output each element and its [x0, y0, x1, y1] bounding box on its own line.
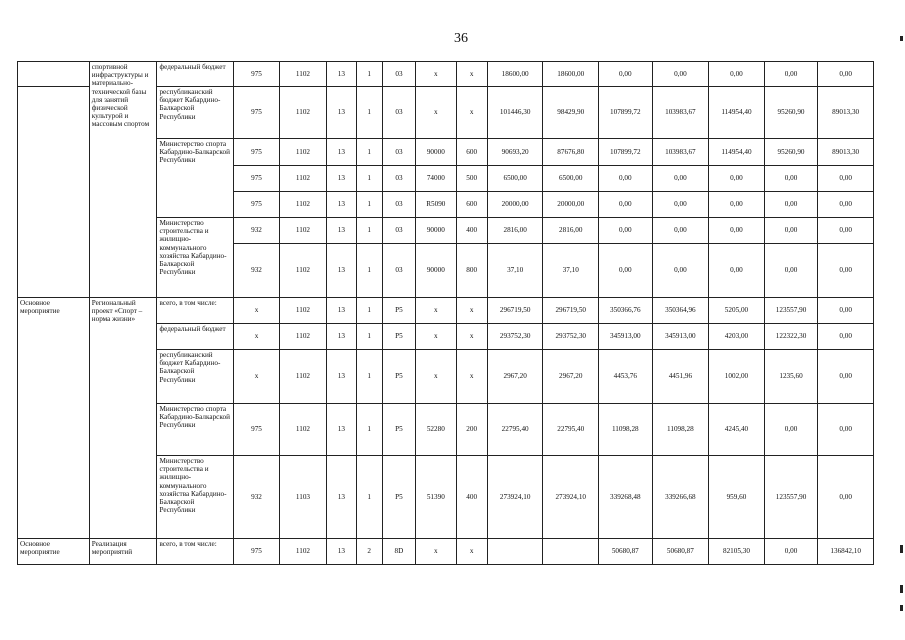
- cell-amount: 98429,90: [543, 87, 599, 139]
- cell-amount: 95260,90: [764, 139, 818, 166]
- cell-pgp: 1: [356, 244, 382, 298]
- cell-pgp: 1: [356, 324, 382, 350]
- cell-amount: 4245,40: [709, 404, 765, 456]
- cell-amount: 350366,76: [599, 298, 653, 324]
- cell-pgp: 1: [356, 350, 382, 404]
- cell-amount: 293752,30: [487, 324, 543, 350]
- cell-csr: х: [416, 62, 456, 87]
- cell-pgp: 1: [356, 456, 382, 539]
- cell-csr: х: [416, 324, 456, 350]
- cell-csr: 90000: [416, 218, 456, 244]
- cell-amount: 0,00: [599, 166, 653, 192]
- cell-amount: 0,00: [818, 456, 874, 539]
- cell-csr: х: [416, 298, 456, 324]
- cell-pgp: 1: [356, 166, 382, 192]
- cell-amount: 22795,40: [487, 404, 543, 456]
- cell-grbs: 932: [234, 244, 279, 298]
- cell-amount: 1235,60: [764, 350, 818, 404]
- table-row: [18, 298, 874, 324]
- cell-grbs: 975: [234, 404, 279, 456]
- cell-vr: 400: [456, 218, 487, 244]
- cell-amount: 4453,76: [599, 350, 653, 404]
- cell-amount: 959,60: [709, 456, 765, 539]
- cell-amount: 107899,72: [599, 139, 653, 166]
- scan-edge-mark: [900, 36, 903, 41]
- cell-amount: 0,00: [764, 218, 818, 244]
- cell-source: республиканский бюджет Кабардино-Балкарской Республики: [157, 350, 234, 404]
- cell-vr: 800: [456, 244, 487, 298]
- cell-amount: 90693,20: [487, 139, 543, 166]
- cell-om: P5: [382, 404, 415, 456]
- cell-pgp: 1: [356, 404, 382, 456]
- cell-vr: 600: [456, 139, 487, 166]
- cell-pgp: 1: [356, 139, 382, 166]
- cell-amount: 22795,40: [543, 404, 599, 456]
- cell-rzpr: 1103: [279, 456, 326, 539]
- cell-amount: 0,00: [599, 244, 653, 298]
- cell-amount: 0,00: [599, 62, 653, 87]
- cell-amount: 89013,30: [818, 139, 874, 166]
- cell-amount: 345913,00: [652, 324, 709, 350]
- cell-grbs: 975: [234, 87, 279, 139]
- cell-amount: 50680,87: [652, 539, 709, 565]
- cell-amount: 0,00: [818, 218, 874, 244]
- cell-rzpr: 1102: [279, 404, 326, 456]
- cell-gp: 13: [327, 324, 356, 350]
- cell-gp: 13: [327, 298, 356, 324]
- cell-amount: 0,00: [599, 218, 653, 244]
- cell-amount: 0,00: [709, 218, 765, 244]
- cell-pgp: 1: [356, 218, 382, 244]
- table-row: [18, 62, 874, 87]
- cell-csr: 52280: [416, 404, 456, 456]
- cell-csr: 90000: [416, 139, 456, 166]
- cell-amount: 1002,00: [709, 350, 765, 404]
- cell-rzpr: 1102: [279, 87, 326, 139]
- cell-amount: 296719,50: [543, 298, 599, 324]
- cell-amount: 114954,40: [709, 87, 765, 139]
- table-row: [18, 539, 874, 565]
- cell-csr: 74000: [416, 166, 456, 192]
- cell-amount: 0,00: [652, 218, 709, 244]
- cell-grbs: 975: [234, 192, 279, 218]
- cell-source: Министерство спорта Кабардино-Балкарской Республики: [157, 404, 234, 456]
- cell-om: 03: [382, 192, 415, 218]
- cell-pgp: 2: [356, 539, 382, 565]
- cell-gp: 13: [327, 192, 356, 218]
- cell-amount: 20000,00: [543, 192, 599, 218]
- cell-amount: 18600,00: [487, 62, 543, 87]
- cell-amount: 11098,28: [652, 404, 709, 456]
- cell-vr: х: [456, 350, 487, 404]
- cell-amount: 6500,00: [543, 166, 599, 192]
- cell-csr: 90000: [416, 244, 456, 298]
- cell-vr: 600: [456, 192, 487, 218]
- cell-source: Министерство спорта Кабардино-Балкарской Республики: [157, 139, 234, 218]
- cell-amount: 2967,20: [487, 350, 543, 404]
- cell-amount: 50680,87: [599, 539, 653, 565]
- cell-amount: 0,00: [764, 62, 818, 87]
- cell-program-name: спортивной инфраструктуры и материально-технической базы для занятий физической культурой и массовым спортом: [89, 62, 157, 298]
- cell-amount: 0,00: [818, 350, 874, 404]
- cell-amount: [543, 539, 599, 565]
- cell-amount: 0,00: [818, 166, 874, 192]
- cell-amount: 0,00: [818, 324, 874, 350]
- cell-amount: 18600,00: [543, 62, 599, 87]
- cell-amount: 0,00: [709, 244, 765, 298]
- cell-source: Министерство строительства и жилищно-коммунального хозяйства Кабардино-Балкарской Республики: [157, 218, 234, 298]
- cell-amount: 0,00: [709, 166, 765, 192]
- cell-gp: 13: [327, 166, 356, 192]
- cell-gp: 13: [327, 404, 356, 456]
- cell-amount: 0,00: [709, 62, 765, 87]
- cell-amount: 273924,10: [543, 456, 599, 539]
- cell-amount: 95260,90: [764, 87, 818, 139]
- cell-om: 03: [382, 62, 415, 87]
- cell-csr: х: [416, 350, 456, 404]
- cell-amount: 20000,00: [487, 192, 543, 218]
- cell-rzpr: 1102: [279, 244, 326, 298]
- cell-amount: 350364,96: [652, 298, 709, 324]
- cell-grbs: 975: [234, 539, 279, 565]
- cell-om: 8D: [382, 539, 415, 565]
- cell-grbs: х: [234, 350, 279, 404]
- cell-amount: 101446,30: [487, 87, 543, 139]
- cell-rzpr: 1102: [279, 218, 326, 244]
- cell-pgp: 1: [356, 298, 382, 324]
- cell-status: Основное мероприятие: [18, 539, 90, 565]
- cell-vr: 400: [456, 456, 487, 539]
- cell-program-name: Реализация мероприятий: [89, 539, 157, 565]
- cell-amount: 0,00: [709, 192, 765, 218]
- cell-grbs: 975: [234, 139, 279, 166]
- cell-csr: х: [416, 87, 456, 139]
- cell-amount: 6500,00: [487, 166, 543, 192]
- cell-amount: 114954,40: [709, 139, 765, 166]
- cell-amount: 273924,10: [487, 456, 543, 539]
- cell-amount: 293752,30: [543, 324, 599, 350]
- cell-gp: 13: [327, 218, 356, 244]
- cell-vr: 500: [456, 166, 487, 192]
- cell-program-name: Региональный проект «Спорт – норма жизни»: [89, 298, 157, 539]
- cell-rzpr: 1102: [279, 298, 326, 324]
- cell-gp: 13: [327, 139, 356, 166]
- cell-gp: 13: [327, 539, 356, 565]
- cell-source: Министерство строительства и жилищно-коммунального хозяйства Кабардино-Балкарской Республики: [157, 456, 234, 539]
- cell-grbs: х: [234, 324, 279, 350]
- cell-amount: 0,00: [764, 244, 818, 298]
- cell-amount: 4203,00: [709, 324, 765, 350]
- cell-vr: х: [456, 324, 487, 350]
- cell-source: федеральный бюджет: [157, 324, 234, 350]
- cell-amount: 0,00: [652, 244, 709, 298]
- cell-grbs: 932: [234, 456, 279, 539]
- cell-vr: х: [456, 298, 487, 324]
- cell-amount: 136842,10: [818, 539, 874, 565]
- cell-om: P5: [382, 298, 415, 324]
- cell-pgp: 1: [356, 62, 382, 87]
- cell-gp: 13: [327, 350, 356, 404]
- cell-amount: 0,00: [764, 192, 818, 218]
- cell-amount: 345913,00: [599, 324, 653, 350]
- cell-amount: 296719,50: [487, 298, 543, 324]
- cell-amount: 82105,30: [709, 539, 765, 565]
- cell-source: республиканский бюджет Кабардино-Балкарской Республики: [157, 87, 234, 139]
- cell-amount: 37,10: [487, 244, 543, 298]
- cell-amount: 103983,67: [652, 139, 709, 166]
- cell-amount: 0,00: [818, 244, 874, 298]
- cell-status: Основное мероприятие: [18, 298, 90, 539]
- cell-amount: 103983,67: [652, 87, 709, 139]
- cell-amount: 0,00: [764, 166, 818, 192]
- budget-table: [17, 61, 874, 565]
- cell-amount: 0,00: [818, 192, 874, 218]
- cell-amount: 89013,30: [818, 87, 874, 139]
- cell-source: всего, в том числе:: [157, 298, 234, 324]
- cell-source: всего, в том числе:: [157, 539, 234, 565]
- cell-amount: 37,10: [543, 244, 599, 298]
- cell-csr: х: [416, 539, 456, 565]
- cell-amount: 122322,30: [764, 324, 818, 350]
- cell-rzpr: 1102: [279, 166, 326, 192]
- cell-vr: х: [456, 62, 487, 87]
- cell-source: федеральный бюджет: [157, 62, 234, 87]
- cell-grbs: 975: [234, 166, 279, 192]
- cell-om: 03: [382, 244, 415, 298]
- scan-edge-mark: [900, 585, 903, 593]
- cell-rzpr: 1102: [279, 539, 326, 565]
- cell-om: P5: [382, 324, 415, 350]
- cell-status: [18, 62, 90, 87]
- cell-gp: 13: [327, 62, 356, 87]
- cell-amount: 339268,48: [599, 456, 653, 539]
- cell-vr: 200: [456, 404, 487, 456]
- cell-amount: 123557,90: [764, 456, 818, 539]
- cell-rzpr: 1102: [279, 350, 326, 404]
- scan-edge-mark: [900, 545, 903, 553]
- cell-gp: 13: [327, 87, 356, 139]
- cell-amount: 0,00: [818, 62, 874, 87]
- cell-rzpr: 1102: [279, 62, 326, 87]
- cell-amount: 2967,20: [543, 350, 599, 404]
- cell-pgp: 1: [356, 87, 382, 139]
- page-number: 36: [454, 31, 468, 46]
- scan-edge-mark: [900, 605, 903, 611]
- cell-om: 03: [382, 218, 415, 244]
- cell-amount: 0,00: [652, 166, 709, 192]
- cell-om: P5: [382, 350, 415, 404]
- cell-rzpr: 1102: [279, 192, 326, 218]
- cell-amount: 107899,72: [599, 87, 653, 139]
- cell-om: 03: [382, 87, 415, 139]
- cell-gp: 13: [327, 244, 356, 298]
- cell-amount: 0,00: [764, 404, 818, 456]
- cell-gp: 13: [327, 456, 356, 539]
- cell-om: P5: [382, 456, 415, 539]
- cell-amount: 0,00: [764, 539, 818, 565]
- cell-pgp: 1: [356, 192, 382, 218]
- cell-csr: R5090: [416, 192, 456, 218]
- cell-csr: 51390: [416, 456, 456, 539]
- cell-amount: 123557,90: [764, 298, 818, 324]
- cell-grbs: х: [234, 298, 279, 324]
- cell-amount: 11098,28: [599, 404, 653, 456]
- cell-amount: 0,00: [818, 298, 874, 324]
- cell-vr: х: [456, 87, 487, 139]
- cell-amount: 2816,00: [543, 218, 599, 244]
- cell-rzpr: 1102: [279, 139, 326, 166]
- cell-amount: 0,00: [818, 404, 874, 456]
- cell-vr: х: [456, 539, 487, 565]
- cell-amount: 0,00: [652, 192, 709, 218]
- cell-amount: 0,00: [599, 192, 653, 218]
- cell-amount: 0,00: [652, 62, 709, 87]
- cell-grbs: 975: [234, 62, 279, 87]
- cell-amount: 4451,96: [652, 350, 709, 404]
- cell-om: 03: [382, 166, 415, 192]
- cell-amount: 5205,00: [709, 298, 765, 324]
- cell-status: [18, 87, 90, 298]
- cell-amount: 339266,68: [652, 456, 709, 539]
- cell-amount: 87676,80: [543, 139, 599, 166]
- cell-grbs: 932: [234, 218, 279, 244]
- cell-amount: [487, 539, 543, 565]
- cell-rzpr: 1102: [279, 324, 326, 350]
- cell-amount: 2816,00: [487, 218, 543, 244]
- cell-om: 03: [382, 139, 415, 166]
